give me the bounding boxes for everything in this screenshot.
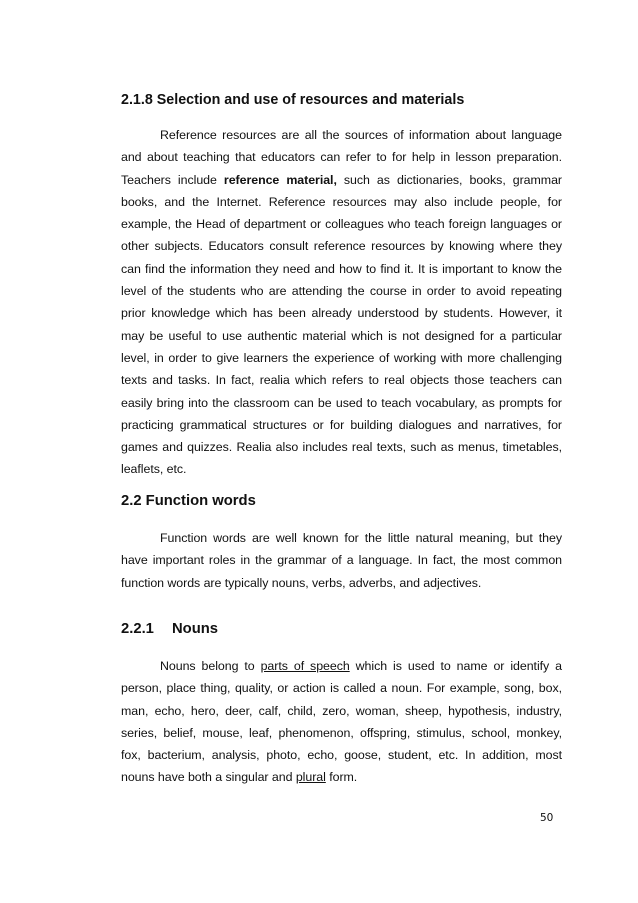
heading-title: Nouns — [172, 621, 219, 637]
paragraph-text: Nouns belong to — [160, 659, 261, 673]
paragraph-text: Reference resources are all the sources of information about language and about teaching that educators can refer to for help in lesson preparation. Teachers include — [121, 128, 562, 187]
section-heading-function-words: 2.2 Function words — [121, 493, 256, 509]
paragraph-text: which is used to name or identify a person, place thing, quality, or action is called a noun. For example, song, box, man, echo, hero, deer, calf, child, zero, woman, sheep, hypothesis, industry, series, belief, mouse, leaf, phenomenon, offspring, stimulus, school, monkey, fox, bacterium, analysis, photo, echo, goose, student, etc. In addition, most nouns have both a singular and — [121, 659, 562, 785]
bold-term: reference material, — [223, 172, 337, 187]
section-heading-nouns — [121, 621, 218, 637]
paragraph-text: form. — [325, 770, 358, 785]
link-parts-of-speech[interactable]: parts of speech — [260, 659, 350, 673]
link-plural[interactable]: plural — [295, 770, 326, 785]
section-heading-resources: 2.1.8 Selection and use of resources and materials — [121, 92, 465, 108]
paragraph-function-words — [121, 527, 562, 594]
heading-number: 2.2.1 — [121, 621, 154, 637]
paragraph-resources — [121, 124, 562, 481]
page-number: 50 — [540, 812, 554, 824]
paragraph-text: such as dictionaries, books, grammar books, and the Internet. Reference resources may also include people, for example, the Head of department or colleagues who teach foreign languages or other subjects. Educators consult reference resources by knowing where they can find the information they need and how to find it. It is important to know the level of the students who are attending the course in order to avoid repeating prior knowledge which has been already understood by students. However, it may be useful to use authentic material which is not designed for a particular level, in order to give learners the experience of working with more challenging texts and tasks. In fact, realia which refers to real objects those teachers can easily bring into the classroom can be used to teach vocabulary, as prompts for practicing grammatical structures or for building dialogues and narratives, for games and quizzes. Realia also includes real texts, such as menus, timetables, leaflets, etc. — [121, 172, 562, 477]
paragraph-text: Function words are well known for the little natural meaning, but they have important roles in the grammar of a language. In fact, the most common function words are typically nouns, verbs, adverbs, and adjectives. — [121, 531, 562, 590]
paragraph-nouns — [121, 655, 562, 789]
